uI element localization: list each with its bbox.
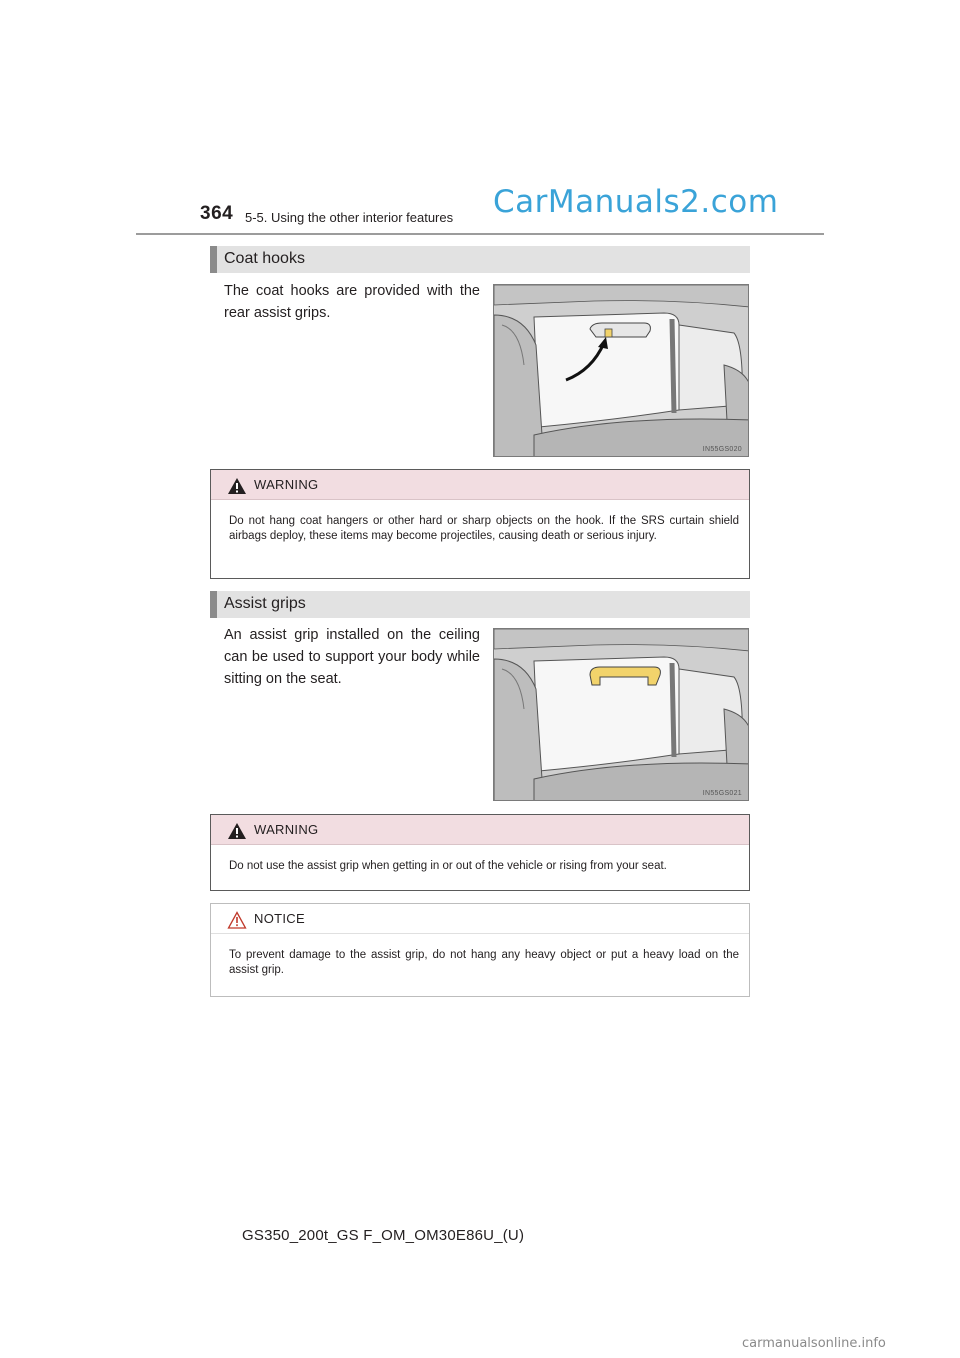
car-interior-assist-grip-drawing xyxy=(494,629,749,801)
caution-triangle-icon xyxy=(227,911,247,929)
notice-text: To prevent damage to the assist grip, do not hang any heavy object or put a heavy load on the assist grip. xyxy=(229,949,739,976)
notice-header xyxy=(211,904,749,934)
notice-label: NOTICE xyxy=(254,911,305,926)
coat-hook-illustration xyxy=(493,284,749,457)
header-divider xyxy=(136,233,824,235)
coat-hooks-text: The coat hooks are provided with the rear assist grips. xyxy=(224,283,480,321)
warning-header xyxy=(211,470,749,500)
warning-text: Do not use the assist grip when getting in or out of the vehicle or rising from your seat. xyxy=(229,860,667,872)
car-interior-coat-hook-drawing xyxy=(494,285,749,457)
warning-text: Do not hang coat hangers or other hard or sharp objects on the hook. If the SRS curtain shield airbags deploy, these items may become projectiles, causing death or serious injury. xyxy=(229,515,739,542)
assist-grips-heading-label: Assist grips xyxy=(224,595,306,612)
footer-site-link[interactable]: carmanualsonline.info xyxy=(742,1336,886,1351)
page-number: 364 xyxy=(200,203,234,224)
coat-hook-image-code: IN55GS020 xyxy=(702,446,742,453)
coat-hooks-heading xyxy=(210,246,750,273)
notice-box-assist-grip xyxy=(210,903,750,997)
warning-box-coat-hooks xyxy=(210,469,750,579)
watermark-logo[interactable]: CarManuals2.com xyxy=(493,184,779,220)
warning-label: WARNING xyxy=(254,822,319,837)
assist-grip-illustration xyxy=(493,628,749,801)
warning-label: WARNING xyxy=(254,477,319,492)
assist-grips-heading xyxy=(210,591,750,618)
warning-header xyxy=(211,815,749,845)
document-code: GS350_200t_GS F_OM_OM30E86U_(U) xyxy=(242,1227,525,1244)
section-title: 5-5. Using the other interior features xyxy=(245,210,454,225)
warning-triangle-icon xyxy=(227,822,247,840)
assist-grip-image-code: IN55GS021 xyxy=(702,790,742,797)
warning-triangle-icon xyxy=(227,477,247,495)
coat-hooks-heading-label: Coat hooks xyxy=(224,250,305,267)
warning-box-assist-grip xyxy=(210,814,750,891)
assist-grips-text: An assist grip installed on the ceiling can be used to support your body while sitting on the seat. xyxy=(224,627,480,687)
